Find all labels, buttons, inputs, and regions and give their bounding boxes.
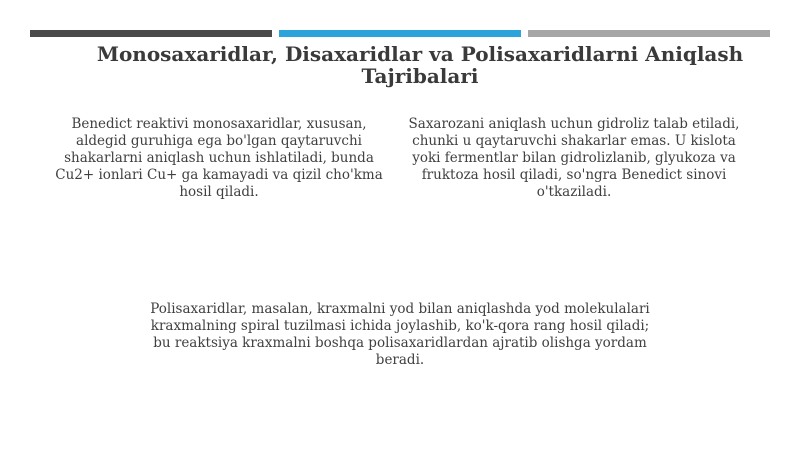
paragraph-saxaroza: Saxarozani aniqlash uchun gidroliz talab etiladi, chunki u qaytaruvchi shakarlar emas. U kislota yoki fermentlar bilan gidrolizlanib, glyukoza va fruktoza hosil qiladi, so'ngra Benedict sinovi o'tkaziladi. [408, 116, 740, 200]
slide-title: Monosaxaridlar, Disaxaridlar va Polisaxaridlarni Aniqlash Tajribalari [96, 42, 744, 88]
paragraph-benedict: Benedict reaktivi monosaxaridlar, xususan, aldegid guruhiga ega bo'lgan qaytaruvchi shakarlarni aniqlash uchun ishlatiladi, bunda Cu2+ ionlari Cu+ ga kamayadi va qizil cho'kma hosil qiladi. [55, 116, 383, 200]
paragraph-polisaxaridlar: Polisaxaridlar, masalan, kraxmalni yod bilan aniqlashda yod molekulalari kraxmalning spiral tuzilmasi ichida joylashib, ko'k-qora rang hosil qiladi; bu reaktsiya kraxmalni boshqa polisaxaridlardan ajratib olishga yordam beradi. [150, 301, 650, 368]
accent-bar-blue [279, 30, 521, 37]
accent-bar-dark [30, 30, 272, 37]
accent-bar-gray [528, 30, 770, 37]
